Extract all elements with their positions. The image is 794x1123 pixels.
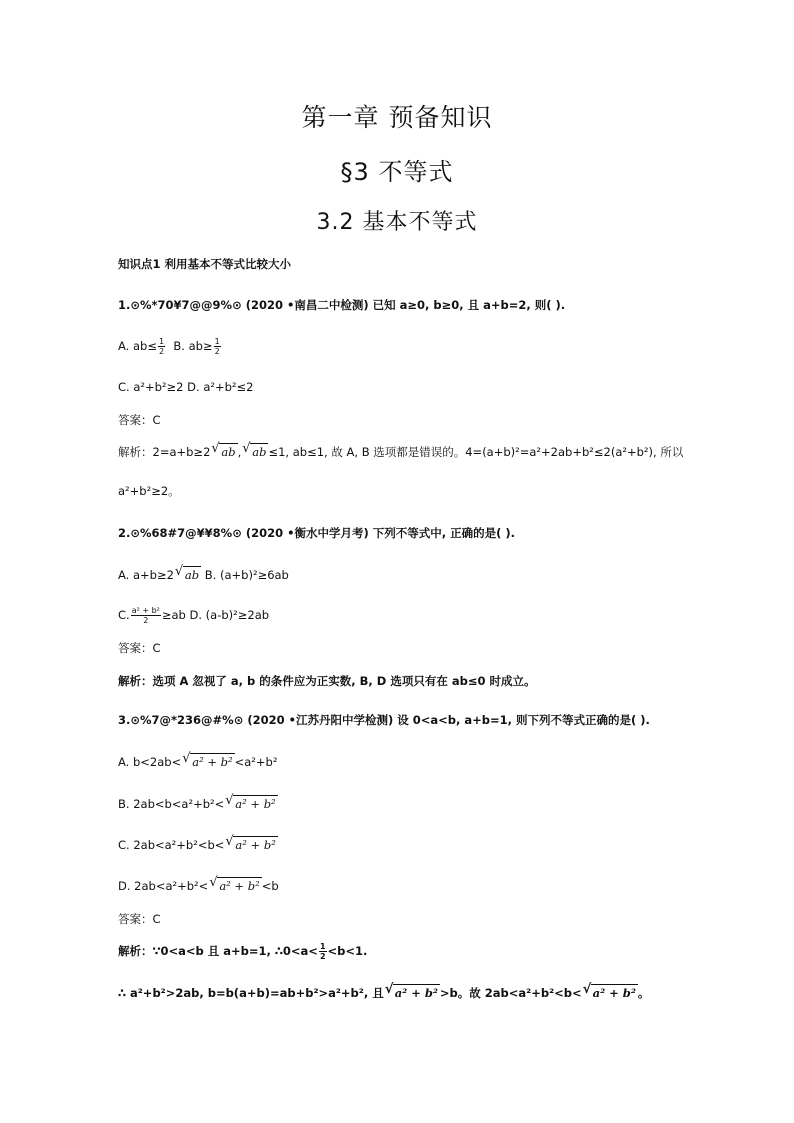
radical-sign-icon: √ [225, 834, 234, 849]
q3-option-b-part1: B. 2ab<b<a²+b²< [118, 797, 225, 811]
q3-stem: 3.⊙%7@*236@#%⊙ (2020 •江苏丹阳中学检测) 设 0<a<b, a+b=1, 则下列不等式正确的是( ). [118, 713, 650, 727]
radical-sign-icon: √ [209, 875, 218, 890]
fraction-numerator: a² + b² [131, 606, 160, 615]
q3-option-d [118, 877, 279, 894]
fraction-denominator: 2 [158, 347, 165, 356]
sqrt-expression [175, 566, 201, 583]
fraction-denominator: 2 [214, 347, 220, 356]
fraction-numerator: 1 [319, 942, 326, 951]
knowledge-point-heading: 知识点1 利用基本不等式比较大小 [118, 257, 292, 271]
sqrt-radicand: a² + b² [219, 879, 260, 893]
sqrt-expression [225, 795, 277, 812]
q2-options-ab [118, 566, 289, 583]
fraction-denominator: 2 [319, 952, 326, 961]
q1-answer: 答案：C [118, 413, 161, 427]
q1-option-a-fraction [158, 337, 165, 356]
q3-option-c [118, 836, 278, 853]
q2-option-c-fraction [131, 606, 161, 625]
radical-sign-icon: √ [582, 982, 592, 997]
sqrt-radicand: ab [184, 568, 200, 582]
fraction-numerator: 1 [158, 337, 165, 346]
q3-option-a-part2: <a²+b² [234, 755, 278, 769]
q1-analysis-part1: 解析：2=a+b≥2 [118, 445, 211, 459]
section-title: §3 不等式 [340, 158, 454, 186]
q3-analysis-part1: 解析：∵0<a<b 且 a+b=1, ∴0<a< [118, 944, 318, 958]
sqrt-radicand: ab [252, 445, 267, 459]
sqrt-radicand: ab [221, 445, 236, 459]
q2-option-b: B. (a+b)²≥6ab [201, 568, 289, 582]
radical-sign-icon: √ [182, 751, 191, 766]
sqrt-expression [242, 443, 268, 460]
sqrt-expression [209, 877, 261, 894]
q2-option-c-d: ≥ab D. (a-b)²≥2ab [161, 608, 270, 622]
sqrt-radicand: a² + b² [394, 986, 438, 1000]
subsection-title: 3.2 基本不等式 [316, 210, 478, 235]
sqrt-radicand: a² + b² [235, 838, 276, 852]
q2-answer: 答案：C [118, 641, 161, 655]
q2-option-a: A. a+b≥2 [118, 568, 174, 582]
q3-analysis-continued [118, 984, 649, 1001]
sqrt-expression [182, 753, 234, 770]
q3-analysis [118, 942, 367, 961]
q3-option-a [118, 753, 277, 770]
q3-analysis-fraction [319, 942, 327, 961]
q3-option-a-part1: A. b<2ab< [118, 755, 182, 769]
q1-analysis [118, 443, 683, 460]
q3-answer: 答案：C [118, 912, 161, 926]
q3-option-d-part2: <b [261, 879, 279, 893]
q1-option-b-fraction [214, 337, 221, 356]
fraction-numerator: 1 [214, 337, 220, 346]
q2-stem: 2.⊙%68#7@¥¥8%⊙ (2020 •衡水中学月考) 下列不等式中, 正确的是( ). [118, 526, 515, 540]
sqrt-radicand: a² + b² [592, 986, 636, 1000]
q2-analysis: 解析：选项 A 忽视了 a, b 的条件应为正实数, B, D 选项只有在 ab≤0 时成立。 [118, 674, 536, 688]
q1-analysis-continued: a²+b²≥2。 [118, 484, 180, 498]
q1-options-ab [118, 337, 222, 356]
radical-sign-icon: √ [242, 441, 251, 456]
chapter-title: 第一章 预备知识 [301, 103, 493, 132]
q3-option-d-part1: D. 2ab<a²+b²< [118, 879, 209, 893]
sqrt-expression [211, 443, 237, 460]
q1-analysis-part3: ≤1, ab≤1, 故 A, B 选项都是错误的。4=(a+b)²=a²+2ab+b²≤2(a²+b²), 所以 [268, 445, 684, 459]
sqrt-expression [583, 984, 638, 1001]
sqrt-expression [385, 984, 440, 1001]
radical-sign-icon: √ [174, 564, 184, 579]
sqrt-expression [225, 836, 277, 853]
radical-sign-icon: √ [225, 793, 234, 808]
fraction-denominator: 2 [143, 616, 149, 625]
radical-sign-icon: √ [384, 982, 394, 997]
q3-analysis-part2: <b<1. [327, 944, 368, 958]
q3-option-c-part1: C. 2ab<a²+b²<b< [118, 838, 225, 852]
q1-stem-condition: a≥0, b≥0, 且 a+b=2, 则( ). [395, 298, 566, 312]
q2-option-c-prefix: C. [118, 608, 130, 622]
q2-options-cd [118, 606, 269, 625]
q3-analysis-part3: ∴ a²+b²>2ab, b=b(a+b)=ab+b²>a²+b², 且 [118, 986, 384, 1000]
sqrt-radicand: a² + b² [235, 797, 276, 811]
q1-analysis-part2: , [237, 445, 242, 459]
q1-option-a: A. ab≤ [118, 339, 157, 353]
q1-options-cd: C. a²+b²≥2 D. a²+b²≤2 [118, 380, 254, 394]
q3-analysis-part4: >b。故 2ab<a²+b²<b< [439, 986, 582, 1000]
radical-sign-icon: √ [211, 441, 220, 456]
q3-analysis-part5: 。 [637, 986, 650, 1000]
q1-option-b: B. ab≥ [173, 339, 213, 353]
q1-stem-prefix: 1.⊙%*70¥7@@9%⊙ (2020 •南昌二中检测) 已知 [118, 298, 396, 312]
sqrt-radicand: a² + b² [192, 755, 233, 769]
q3-option-b [118, 795, 278, 812]
q1-stem [118, 297, 565, 313]
